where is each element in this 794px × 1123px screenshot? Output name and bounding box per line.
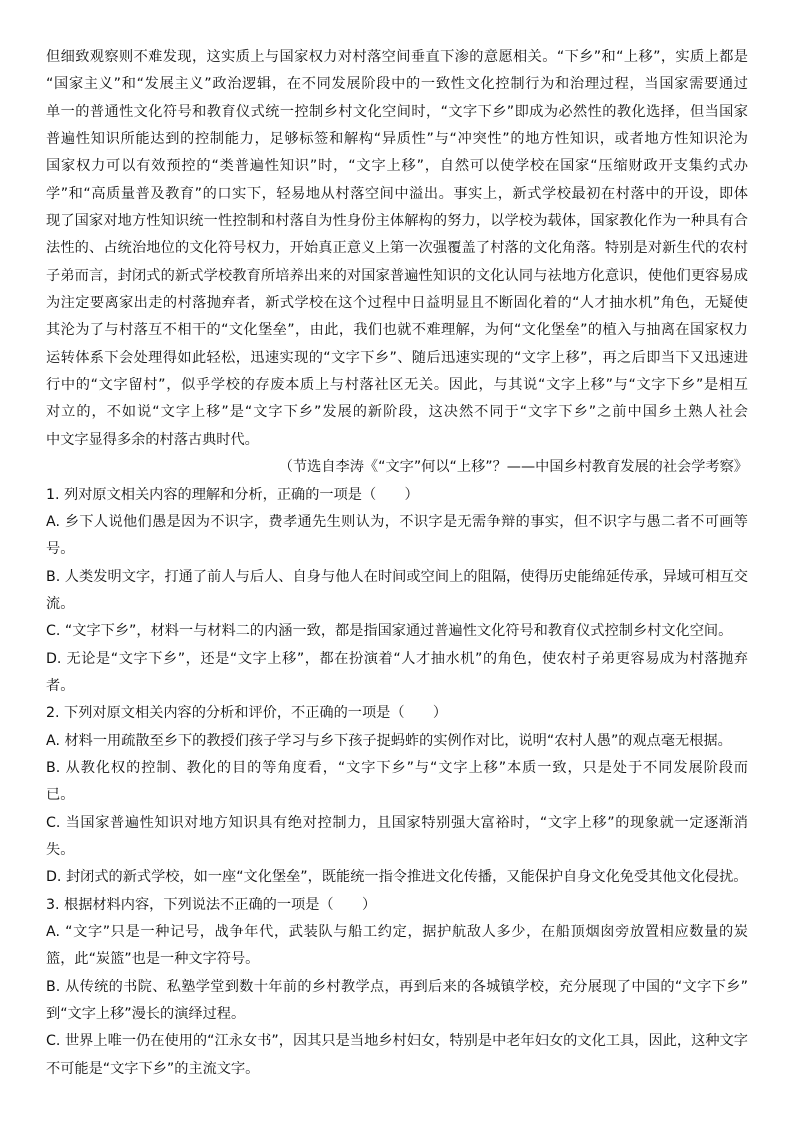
option-b: B. 人类发明文字，打通了前人与后人、自身与他人在时间或空间上的阻隔，使得历史能绵延传承，异域可相互交 bbox=[46, 568, 748, 585]
question-1 bbox=[46, 482, 748, 701]
passage-line: 但细致观察则不难发现，这实质上与国家权力对村落空间垂直下渗的意愿相关。“下乡”和“上移”，实质上都是 bbox=[46, 49, 748, 65]
option-c: C. 世界上唯一仍在使用的“江永女书”，因其只是当地乡村妇女，特别是中老年妇女的文化工具，因此，这种文字 bbox=[46, 1033, 748, 1050]
passage-line: 学”和“高质量普及教育”的口实下，轻易地从村落空间中溢出。事实上，新式学校最初在村落中的开设，即体 bbox=[46, 185, 748, 202]
passage-line: 运转体系下会处理得如此轻松，迅速实现的“文字下乡”、随后迅速实现的“文字上移”，再之后即当下又迅速进 bbox=[46, 349, 748, 366]
passage-line: 国家权力可以有效预控的“类普遍性知识”时，“文字上移”，自然可以使学校在国家“压缩财政开支集约式办 bbox=[46, 158, 748, 175]
option-b: B. 从教化权的控制、教化的目的等角度看，“文字下乡”与“文字上移”本质一致，只是处于不同发展阶段而 bbox=[46, 759, 748, 776]
question-stem: 1. 列对原文相关内容的理解和分析，正确的一项是（ ） bbox=[46, 486, 419, 503]
option-a: A. “文字”只是一种记号，战争年代，武装队与船工约定，据护航敌人多少，在船顶烟囱旁放置相应数量的炭 bbox=[46, 924, 748, 940]
passage-line: “国家主义”和“发展主义”政治逻辑，在不同发展阶段中的一致性文化控制行为和治理过程，当国家需要通过 bbox=[46, 76, 748, 93]
passage bbox=[46, 44, 748, 482]
option-b-cont: 已。 bbox=[46, 787, 75, 804]
option-c-cont: 失。 bbox=[46, 841, 75, 858]
option-b-cont: 流。 bbox=[46, 595, 75, 612]
passage-line: 对立的，不如说“文字上移”是“文字下乡”发展的新阶段，这决然不同于“文字下乡”之前中国乡土熟人社会 bbox=[46, 404, 748, 421]
option-a: A. 乡下人说他们愚是因为不识字，费孝通先生则认为，不识字是无需争辩的事实，但不识字与愚二者不可画等 bbox=[46, 513, 748, 530]
passage-line: 为注定要离家出走的村落抛弃者，新式学校在这个过程中日益明显且不断固化着的“人才抽水机”角色，无疑使 bbox=[46, 295, 748, 312]
option-a-cont: 篮，此“炭篮”也是一种文字符号。 bbox=[46, 951, 260, 968]
passage-line: 现了国家对地方性知识统一性控制和村落自为性身份主体解构的努力，以学校为载体，国家教化作为一种具有合 bbox=[46, 213, 748, 230]
document-page bbox=[46, 44, 748, 1083]
question-3 bbox=[46, 892, 748, 1083]
option-c-cont: 不可能是“文字下乡”的主流文字。 bbox=[46, 1060, 260, 1077]
option-d-cont: 者。 bbox=[46, 677, 75, 694]
option-c: C. 当国家普遍性知识对地方知识具有绝对控制力，且国家特别强大富裕时，“文字上移”的现象就一定逐渐消 bbox=[46, 814, 748, 831]
passage-line: 子弟而言，封闭式的新式学校教育所培养出来的对国家普遍性知识的文化认同与祛地方化意识，使他们更容易成 bbox=[46, 267, 748, 284]
passage-line: 其沦为了与村落互不相干的“文化堡垒”，由此，我们也就不难理解，为何“文化堡垒”的植入与抽离在国家权力 bbox=[46, 322, 748, 339]
passage-source: （节选自李涛《“文字”何以“上移”？——中国乡村教育发展的社会学考察》 bbox=[278, 459, 748, 476]
question-stem: 3. 根据材料内容，下列说法不正确的一项是（ ） bbox=[46, 896, 377, 913]
option-d: D. 无论是“文字下乡”，还是“文字上移”，都在扮演着“人才抽水机”的角色，使农村子弟更容易成为村落抛弃 bbox=[46, 650, 748, 667]
option-a-cont: 号。 bbox=[46, 541, 75, 558]
passage-line: 单一的普通性文化符号和教育仪式统一控制乡村文化空间时，“文字下乡”即成为必然性的教化选择，但当国家 bbox=[46, 103, 748, 120]
question-2 bbox=[46, 700, 748, 891]
passage-line: 法性的、占统治地位的文化符号权力，开始真正意义上第一次强覆盖了村落的文化角落。特别是对新生代的农村 bbox=[46, 240, 748, 257]
passage-line: 普遍性知识所能达到的控制能力，足够标签和解构“异质性”与“冲突性”的地方性知识，或者地方性知识沦为 bbox=[46, 131, 748, 148]
option-c: C. “文字下乡”，材料一与材料二的内涵一致，都是指国家通过普遍性文化符号和教育仪式控制乡村文化空间。 bbox=[46, 623, 733, 640]
option-b-cont: 到“文字上移”漫长的演绎过程。 bbox=[46, 1006, 246, 1023]
question-stem: 2. 下列对原文相关内容的分析和评价，不正确的一项是（ ） bbox=[46, 705, 448, 722]
passage-line: 行中的“文字留村”，似乎学校的存废本质上与村落社区无关。因此，与其说“文字上移”与“文字下乡”是相互 bbox=[46, 377, 748, 394]
option-d: D. 封闭式的新式学校，如一座“文化堡垒”，既能统一指令推进文化传播，又能保护自身文化免受其他文化侵扰。 bbox=[46, 869, 748, 886]
passage-line: 中文字显得多余的村落古典时代。 bbox=[46, 431, 259, 448]
option-a: A. 材料一用疏散至乡下的教授们孩子学习与乡下孩子捉蚂蚱的实例作对比，说明“农村人愚”的观点毫无根据。 bbox=[46, 732, 732, 749]
option-b: B. 从传统的书院、私塾学堂到数十年前的乡村教学点，再到后来的各城镇学校，充分展现了中国的“文字下乡” bbox=[46, 978, 748, 995]
